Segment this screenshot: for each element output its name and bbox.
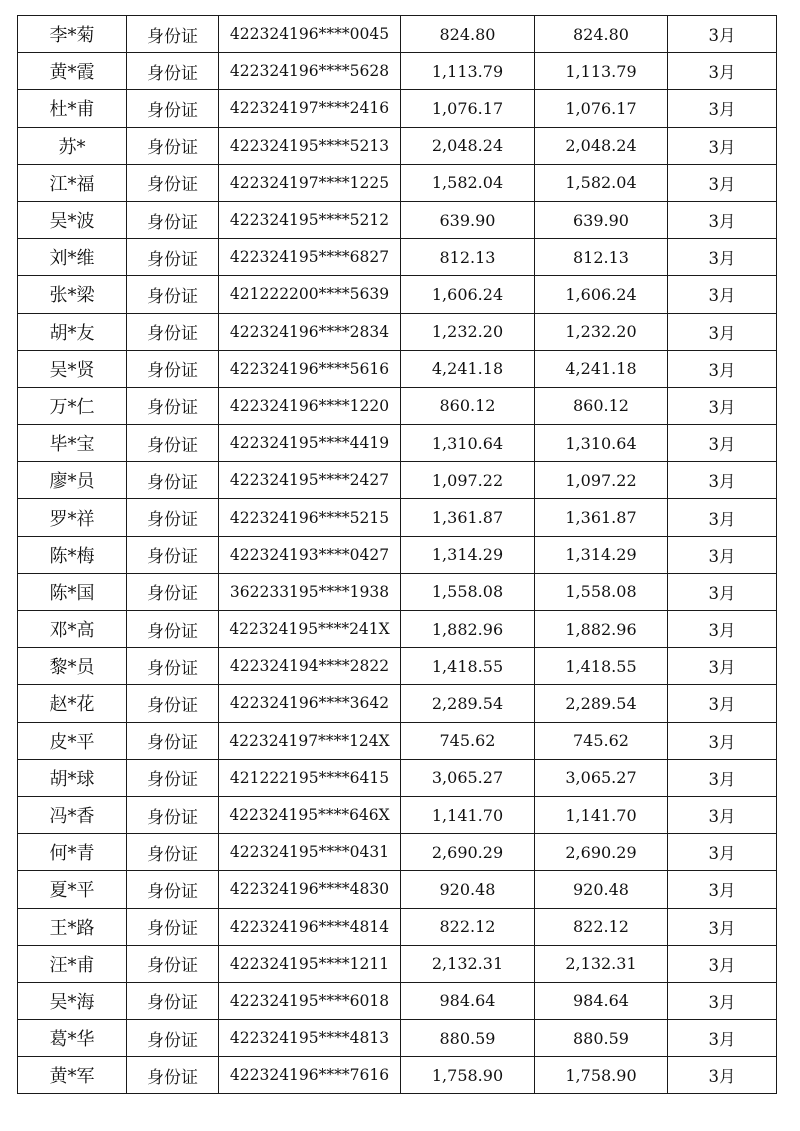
amount-cell: 2,048.24 bbox=[401, 127, 535, 164]
month-cell: 3月 bbox=[668, 313, 777, 350]
amount-paid-cell: 745.62 bbox=[535, 722, 668, 759]
month-cell: 3月 bbox=[668, 834, 777, 871]
id-type-cell: 身份证 bbox=[127, 945, 219, 982]
id-number-cell: 422324195****4419 bbox=[219, 425, 401, 462]
id-number-cell: 422324195****6827 bbox=[219, 239, 401, 276]
id-number-cell: 422324196****5616 bbox=[219, 350, 401, 387]
id-number-cell: 422324195****646X bbox=[219, 796, 401, 833]
name-cell: 吴*贤 bbox=[18, 350, 127, 387]
month-cell: 3月 bbox=[668, 982, 777, 1019]
id-number-cell: 422324195****6018 bbox=[219, 982, 401, 1019]
name-cell: 陈*国 bbox=[18, 573, 127, 610]
id-number-cell: 422324195****0431 bbox=[219, 834, 401, 871]
month-cell: 3月 bbox=[668, 164, 777, 201]
amount-cell: 2,132.31 bbox=[401, 945, 535, 982]
name-cell: 王*路 bbox=[18, 908, 127, 945]
id-number-cell: 422324193****0427 bbox=[219, 536, 401, 573]
month-cell: 3月 bbox=[668, 16, 777, 53]
table-row bbox=[18, 648, 777, 685]
table-row bbox=[18, 350, 777, 387]
amount-cell: 745.62 bbox=[401, 722, 535, 759]
id-type-cell: 身份证 bbox=[127, 164, 219, 201]
amount-paid-cell: 880.59 bbox=[535, 1020, 668, 1057]
id-type-cell: 身份证 bbox=[127, 425, 219, 462]
name-cell: 毕*宝 bbox=[18, 425, 127, 462]
amount-cell: 1,232.20 bbox=[401, 313, 535, 350]
month-cell: 3月 bbox=[668, 90, 777, 127]
table-row bbox=[18, 908, 777, 945]
id-number-cell: 422324195****241X bbox=[219, 611, 401, 648]
name-cell: 苏* bbox=[18, 127, 127, 164]
table-row bbox=[18, 945, 777, 982]
month-cell: 3月 bbox=[668, 462, 777, 499]
id-type-cell: 身份证 bbox=[127, 499, 219, 536]
amount-paid-cell: 1,232.20 bbox=[535, 313, 668, 350]
month-cell: 3月 bbox=[668, 127, 777, 164]
amount-paid-cell: 1,097.22 bbox=[535, 462, 668, 499]
name-cell: 葛*华 bbox=[18, 1020, 127, 1057]
name-cell: 吴*波 bbox=[18, 201, 127, 238]
table-row bbox=[18, 685, 777, 722]
amount-cell: 812.13 bbox=[401, 239, 535, 276]
amount-paid-cell: 2,132.31 bbox=[535, 945, 668, 982]
name-cell: 赵*花 bbox=[18, 685, 127, 722]
id-number-cell: 422324195****4813 bbox=[219, 1020, 401, 1057]
table-row bbox=[18, 871, 777, 908]
table-row bbox=[18, 16, 777, 53]
amount-paid-cell: 1,310.64 bbox=[535, 425, 668, 462]
id-type-cell: 身份证 bbox=[127, 759, 219, 796]
amount-paid-cell: 1,113.79 bbox=[535, 53, 668, 90]
amount-cell: 1,076.17 bbox=[401, 90, 535, 127]
id-number-cell: 422324195****5213 bbox=[219, 127, 401, 164]
id-type-cell: 身份证 bbox=[127, 834, 219, 871]
id-type-cell: 身份证 bbox=[127, 462, 219, 499]
month-cell: 3月 bbox=[668, 611, 777, 648]
table-row bbox=[18, 313, 777, 350]
table-row bbox=[18, 834, 777, 871]
amount-paid-cell: 822.12 bbox=[535, 908, 668, 945]
id-number-cell: 422324194****2822 bbox=[219, 648, 401, 685]
id-number-cell: 421222200****5639 bbox=[219, 276, 401, 313]
amount-paid-cell: 3,065.27 bbox=[535, 759, 668, 796]
table-row bbox=[18, 387, 777, 424]
amount-cell: 824.80 bbox=[401, 16, 535, 53]
amount-cell: 920.48 bbox=[401, 871, 535, 908]
id-number-cell: 422324196****5215 bbox=[219, 499, 401, 536]
month-cell: 3月 bbox=[668, 425, 777, 462]
table-row bbox=[18, 201, 777, 238]
table-row bbox=[18, 722, 777, 759]
name-cell: 邓*高 bbox=[18, 611, 127, 648]
amount-cell: 1,097.22 bbox=[401, 462, 535, 499]
name-cell: 张*梁 bbox=[18, 276, 127, 313]
amount-paid-cell: 1,076.17 bbox=[535, 90, 668, 127]
table-row bbox=[18, 1057, 777, 1094]
amount-paid-cell: 984.64 bbox=[535, 982, 668, 1019]
id-type-cell: 身份证 bbox=[127, 313, 219, 350]
amount-cell: 1,310.64 bbox=[401, 425, 535, 462]
id-number-cell: 422324196****4830 bbox=[219, 871, 401, 908]
name-cell: 李*菊 bbox=[18, 16, 127, 53]
id-type-cell: 身份证 bbox=[127, 722, 219, 759]
amount-cell: 1,558.08 bbox=[401, 573, 535, 610]
table-row bbox=[18, 982, 777, 1019]
month-cell: 3月 bbox=[668, 1057, 777, 1094]
amount-paid-cell: 1,141.70 bbox=[535, 796, 668, 833]
name-cell: 陈*梅 bbox=[18, 536, 127, 573]
name-cell: 胡*球 bbox=[18, 759, 127, 796]
id-type-cell: 身份证 bbox=[127, 871, 219, 908]
table-row bbox=[18, 573, 777, 610]
table-row bbox=[18, 611, 777, 648]
name-cell: 黄*军 bbox=[18, 1057, 127, 1094]
amount-cell: 639.90 bbox=[401, 201, 535, 238]
amount-paid-cell: 860.12 bbox=[535, 387, 668, 424]
name-cell: 黄*霞 bbox=[18, 53, 127, 90]
name-cell: 黎*员 bbox=[18, 648, 127, 685]
amount-paid-cell: 1,314.29 bbox=[535, 536, 668, 573]
amount-cell: 2,289.54 bbox=[401, 685, 535, 722]
amount-paid-cell: 1,758.90 bbox=[535, 1057, 668, 1094]
name-cell: 罗*祥 bbox=[18, 499, 127, 536]
table-row bbox=[18, 462, 777, 499]
id-number-cell: 422324196****4814 bbox=[219, 908, 401, 945]
id-number-cell: 422324197****124X bbox=[219, 722, 401, 759]
amount-cell: 1,882.96 bbox=[401, 611, 535, 648]
amount-paid-cell: 920.48 bbox=[535, 871, 668, 908]
amount-paid-cell: 812.13 bbox=[535, 239, 668, 276]
id-type-cell: 身份证 bbox=[127, 16, 219, 53]
id-type-cell: 身份证 bbox=[127, 648, 219, 685]
amount-cell: 1,113.79 bbox=[401, 53, 535, 90]
id-number-cell: 422324195****1211 bbox=[219, 945, 401, 982]
table-body bbox=[18, 16, 777, 1094]
amount-cell: 860.12 bbox=[401, 387, 535, 424]
id-type-cell: 身份证 bbox=[127, 239, 219, 276]
table-row bbox=[18, 127, 777, 164]
amount-cell: 2,690.29 bbox=[401, 834, 535, 871]
name-cell: 汪*甫 bbox=[18, 945, 127, 982]
table-row bbox=[18, 239, 777, 276]
id-number-cell: 421222195****6415 bbox=[219, 759, 401, 796]
id-type-cell: 身份证 bbox=[127, 53, 219, 90]
id-type-cell: 身份证 bbox=[127, 90, 219, 127]
amount-paid-cell: 639.90 bbox=[535, 201, 668, 238]
amount-paid-cell: 1,606.24 bbox=[535, 276, 668, 313]
id-number-cell: 422324196****5628 bbox=[219, 53, 401, 90]
data-table bbox=[17, 15, 777, 1094]
id-number-cell: 422324196****3642 bbox=[219, 685, 401, 722]
name-cell: 何*青 bbox=[18, 834, 127, 871]
amount-paid-cell: 4,241.18 bbox=[535, 350, 668, 387]
month-cell: 3月 bbox=[668, 53, 777, 90]
month-cell: 3月 bbox=[668, 387, 777, 424]
table-row bbox=[18, 425, 777, 462]
name-cell: 万*仁 bbox=[18, 387, 127, 424]
month-cell: 3月 bbox=[668, 648, 777, 685]
amount-paid-cell: 1,418.55 bbox=[535, 648, 668, 685]
amount-cell: 1,314.29 bbox=[401, 536, 535, 573]
amount-paid-cell: 1,882.96 bbox=[535, 611, 668, 648]
month-cell: 3月 bbox=[668, 871, 777, 908]
id-type-cell: 身份证 bbox=[127, 276, 219, 313]
id-number-cell: 362233195****1938 bbox=[219, 573, 401, 610]
table-row bbox=[18, 1020, 777, 1057]
table-row bbox=[18, 759, 777, 796]
id-type-cell: 身份证 bbox=[127, 573, 219, 610]
name-cell: 皮*平 bbox=[18, 722, 127, 759]
id-number-cell: 422324196****1220 bbox=[219, 387, 401, 424]
amount-paid-cell: 1,582.04 bbox=[535, 164, 668, 201]
month-cell: 3月 bbox=[668, 276, 777, 313]
id-type-cell: 身份证 bbox=[127, 201, 219, 238]
amount-paid-cell: 1,361.87 bbox=[535, 499, 668, 536]
id-number-cell: 422324196****2834 bbox=[219, 313, 401, 350]
id-type-cell: 身份证 bbox=[127, 387, 219, 424]
amount-cell: 1,582.04 bbox=[401, 164, 535, 201]
id-number-cell: 422324197****2416 bbox=[219, 90, 401, 127]
amount-cell: 1,361.87 bbox=[401, 499, 535, 536]
month-cell: 3月 bbox=[668, 573, 777, 610]
id-number-cell: 422324195****2427 bbox=[219, 462, 401, 499]
table-row bbox=[18, 499, 777, 536]
month-cell: 3月 bbox=[668, 239, 777, 276]
amount-cell: 1,606.24 bbox=[401, 276, 535, 313]
id-type-cell: 身份证 bbox=[127, 982, 219, 1019]
month-cell: 3月 bbox=[668, 1020, 777, 1057]
name-cell: 江*福 bbox=[18, 164, 127, 201]
amount-paid-cell: 1,558.08 bbox=[535, 573, 668, 610]
month-cell: 3月 bbox=[668, 685, 777, 722]
month-cell: 3月 bbox=[668, 201, 777, 238]
month-cell: 3月 bbox=[668, 499, 777, 536]
amount-cell: 880.59 bbox=[401, 1020, 535, 1057]
table-row bbox=[18, 276, 777, 313]
name-cell: 吴*海 bbox=[18, 982, 127, 1019]
amount-paid-cell: 2,289.54 bbox=[535, 685, 668, 722]
amount-cell: 3,065.27 bbox=[401, 759, 535, 796]
amount-cell: 1,141.70 bbox=[401, 796, 535, 833]
id-type-cell: 身份证 bbox=[127, 685, 219, 722]
month-cell: 3月 bbox=[668, 536, 777, 573]
table-row bbox=[18, 90, 777, 127]
id-type-cell: 身份证 bbox=[127, 796, 219, 833]
table-row bbox=[18, 164, 777, 201]
id-type-cell: 身份证 bbox=[127, 1057, 219, 1094]
id-type-cell: 身份证 bbox=[127, 350, 219, 387]
amount-cell: 1,418.55 bbox=[401, 648, 535, 685]
amount-cell: 4,241.18 bbox=[401, 350, 535, 387]
id-type-cell: 身份证 bbox=[127, 611, 219, 648]
table-row bbox=[18, 796, 777, 833]
amount-paid-cell: 824.80 bbox=[535, 16, 668, 53]
amount-cell: 1,758.90 bbox=[401, 1057, 535, 1094]
name-cell: 刘*维 bbox=[18, 239, 127, 276]
amount-cell: 984.64 bbox=[401, 982, 535, 1019]
table-row bbox=[18, 53, 777, 90]
month-cell: 3月 bbox=[668, 350, 777, 387]
id-number-cell: 422324196****0045 bbox=[219, 16, 401, 53]
id-type-cell: 身份证 bbox=[127, 536, 219, 573]
amount-cell: 822.12 bbox=[401, 908, 535, 945]
id-number-cell: 422324197****1225 bbox=[219, 164, 401, 201]
name-cell: 胡*友 bbox=[18, 313, 127, 350]
amount-paid-cell: 2,690.29 bbox=[535, 834, 668, 871]
name-cell: 冯*香 bbox=[18, 796, 127, 833]
id-type-cell: 身份证 bbox=[127, 908, 219, 945]
id-type-cell: 身份证 bbox=[127, 1020, 219, 1057]
month-cell: 3月 bbox=[668, 722, 777, 759]
id-number-cell: 422324195****5212 bbox=[219, 201, 401, 238]
month-cell: 3月 bbox=[668, 945, 777, 982]
name-cell: 杜*甫 bbox=[18, 90, 127, 127]
amount-paid-cell: 2,048.24 bbox=[535, 127, 668, 164]
id-type-cell: 身份证 bbox=[127, 127, 219, 164]
month-cell: 3月 bbox=[668, 759, 777, 796]
name-cell: 廖*员 bbox=[18, 462, 127, 499]
table-row bbox=[18, 536, 777, 573]
name-cell: 夏*平 bbox=[18, 871, 127, 908]
month-cell: 3月 bbox=[668, 796, 777, 833]
id-number-cell: 422324196****7616 bbox=[219, 1057, 401, 1094]
month-cell: 3月 bbox=[668, 908, 777, 945]
